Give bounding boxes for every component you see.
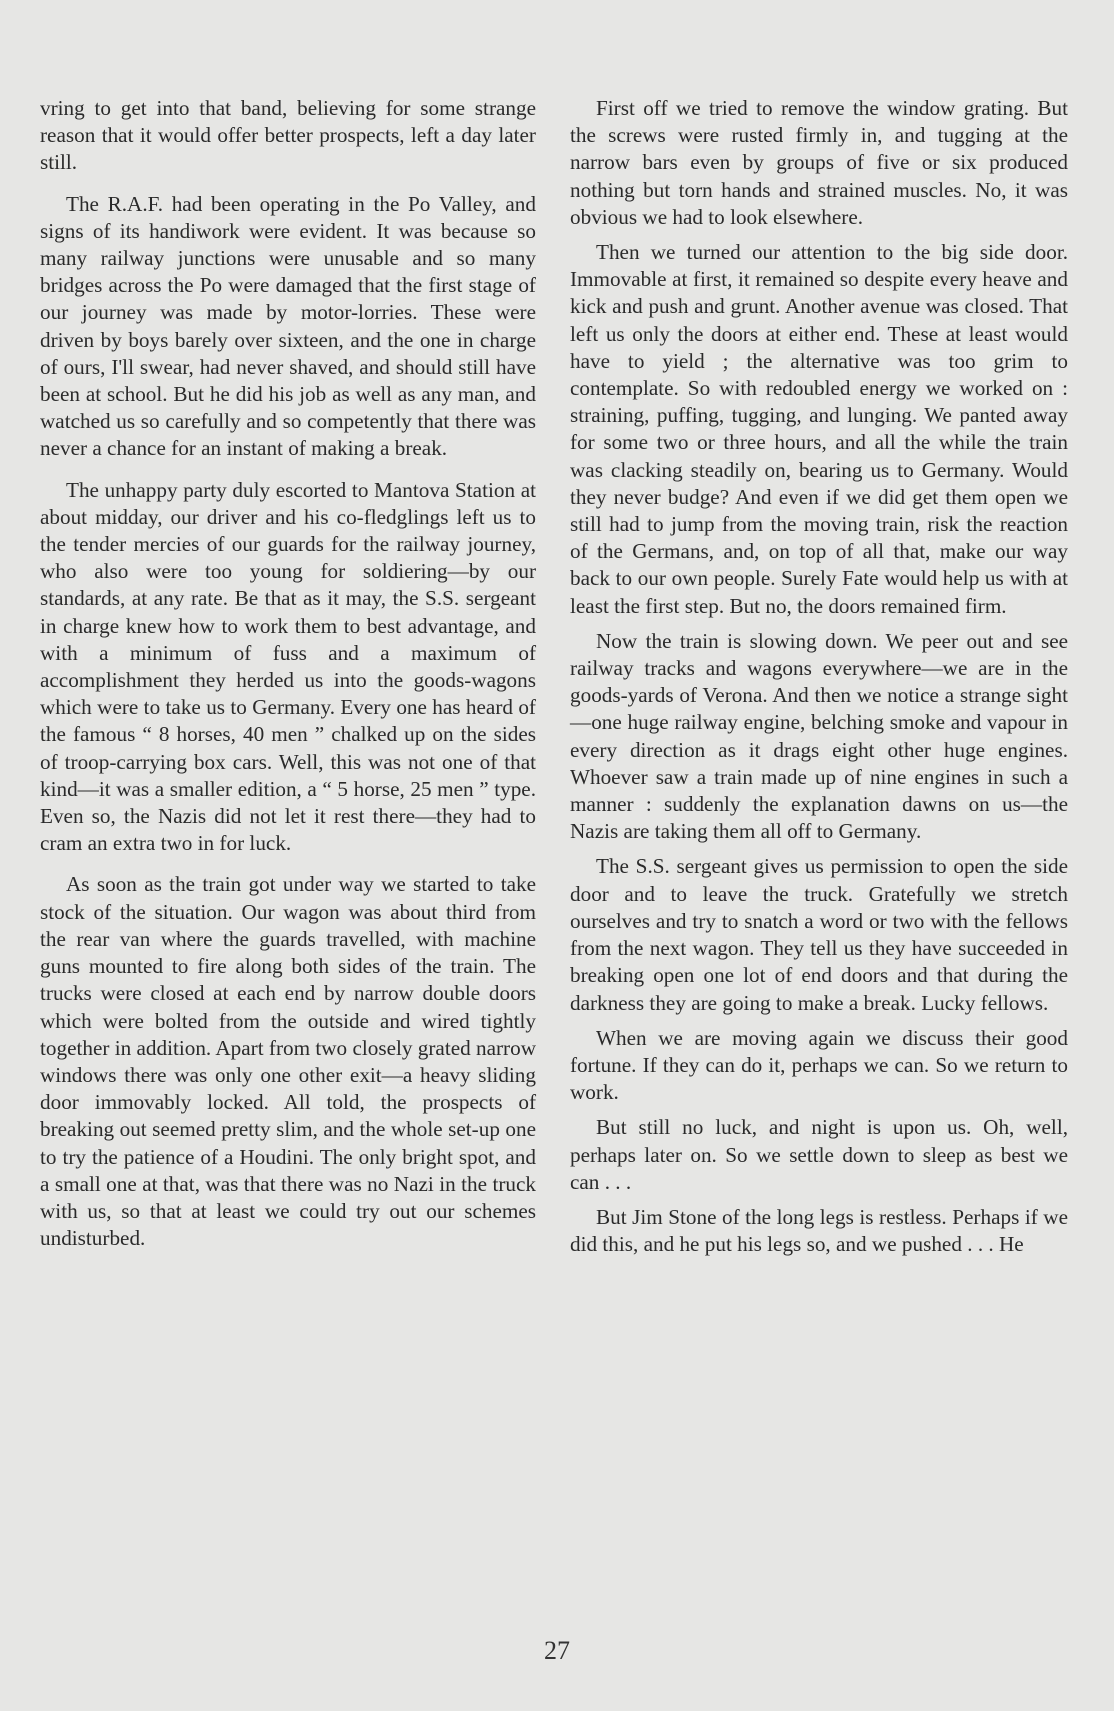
paragraph: But still no luck, and night is upon us. Oh, well, perhaps later on. So we settle down to sleep as best we can . . . (570, 1115, 1068, 1194)
left-column (40, 95, 536, 1266)
paragraph: As soon as the train got under way we started to take stock of the situation. Our wagon was about third from the rear van where the guards travelled, with machine guns mounted to fire along both sides of the train. The trucks were closed at each end by narrow double doors which were bolted from the outside and wired tightly together in addition. Apart from two closely grated narrow windows there was only one other exit—a heavy sliding door immovably locked. All told, the prospects of breaking out seemed pretty slim, and the whole set-up one to try the patience of a Houdini. The only bright spot, and a small one at that, was that there was no Nazi in the truck with us, so that at least we could try out our schemes undisturbed. (40, 872, 537, 1251)
paragraph: The R.A.F. had been operating in the Po Valley, and signs of its handiwork were evident. It was because so many railway junctions were unusable and so many bridges across the Po were damaged that the first stage of our journey was made by motor-lorries. These were driven by boys barely over sixteen, and the one in charge of ours, I'll swear, had never shaved, and should still have been at school. But he did his job as well as any man, and watched us so carefully and so competently that there was never a chance for an instant of making a break. (40, 191, 536, 461)
paragraph: But Jim Stone of the long legs is restless. Perhaps if we did this, and he put his legs so, and we pushed . . . He (570, 1204, 1068, 1257)
page-number: 27 (544, 1636, 570, 1665)
paragraph: The unhappy party duly escorted to Mantova Station at about midday, our driver and his co-fledglings left us to the tender mercies of our guards for the railway journey, who also were too young for soldiering—by our standards, at any rate. Be that as it may, the S.S. sergeant in charge knew how to work them to best advantage, and with a minimum of fuss and a maximum of accomplishment they herded us into the goods-wagons which were to take us to Germany. Every one has heard of the famous “ 8 horses, 40 men ” chalked up on the sides of troop-carrying box cars. Well, this was not one of that kind—it was a smaller edition, a “ 5 horse, 25 men ” type. Even so, the Nazis did not let it rest there—they had to cram an extra two in for luck. (40, 477, 536, 856)
paragraph: Then we turned our attention to the big side door. Immovable at first, it remained so despite every heave and kick and push and grunt. Another avenue was closed. That left us only the doors at either end. These at least would have to yield ; the alternative was too grim to contemplate. So with redoubled energy we worked on : straining, puffing, tugging, and lunging. We panted away for some two or three hours, and all the while the train was clacking steadily on, bearing us to Germany. Would they never budge? And even if we did get them open we still had to jump from the moving train, risk the reaction of the Germans, and, on top of all that, make our way back to our own people. Surely Fate would help us with at least the first step. But no, the doors remained firm. (570, 240, 1068, 618)
paragraph: vring to get into that band, believing for some strange reason that it would offer better prospects, left a day later still. (40, 96, 536, 175)
paragraph: The S.S. sergeant gives us permission to open the side door and to leave the truck. Gratefully we stretch ourselves and try to snatch a word or two with the fellows from the next wagon. They tell us they have succeeded in breaking open one lot of end doors and that during the darkness they are going to make a break. Lucky fellows. (570, 854, 1068, 1015)
paragraph: First off we tried to remove the window grating. But the screws were rusted firmly in, and tugging at the narrow bars even by groups of five or six produced nothing but torn hands and strained muscles. No, it was obvious we had to look elsewhere. (570, 96, 1068, 229)
paragraph: When we are moving again we discuss their good fortune. If they can do it, perhaps we can. So we return to work. (570, 1025, 1068, 1105)
paragraph: Now the train is slowing down. We peer out and see railway tracks and wagons everywhere—we are in the goods-yards of Verona. And then we notice a strange sight—one huge railway engine, belching smoke and vapour in every direction as it drags eight other huge engines. Whoever saw a train made up of nine engines in such a manner : suddenly the explanation dawns on us—the Nazis are taking them all off to Germany. (570, 628, 1068, 844)
right-column (570, 95, 1068, 1266)
